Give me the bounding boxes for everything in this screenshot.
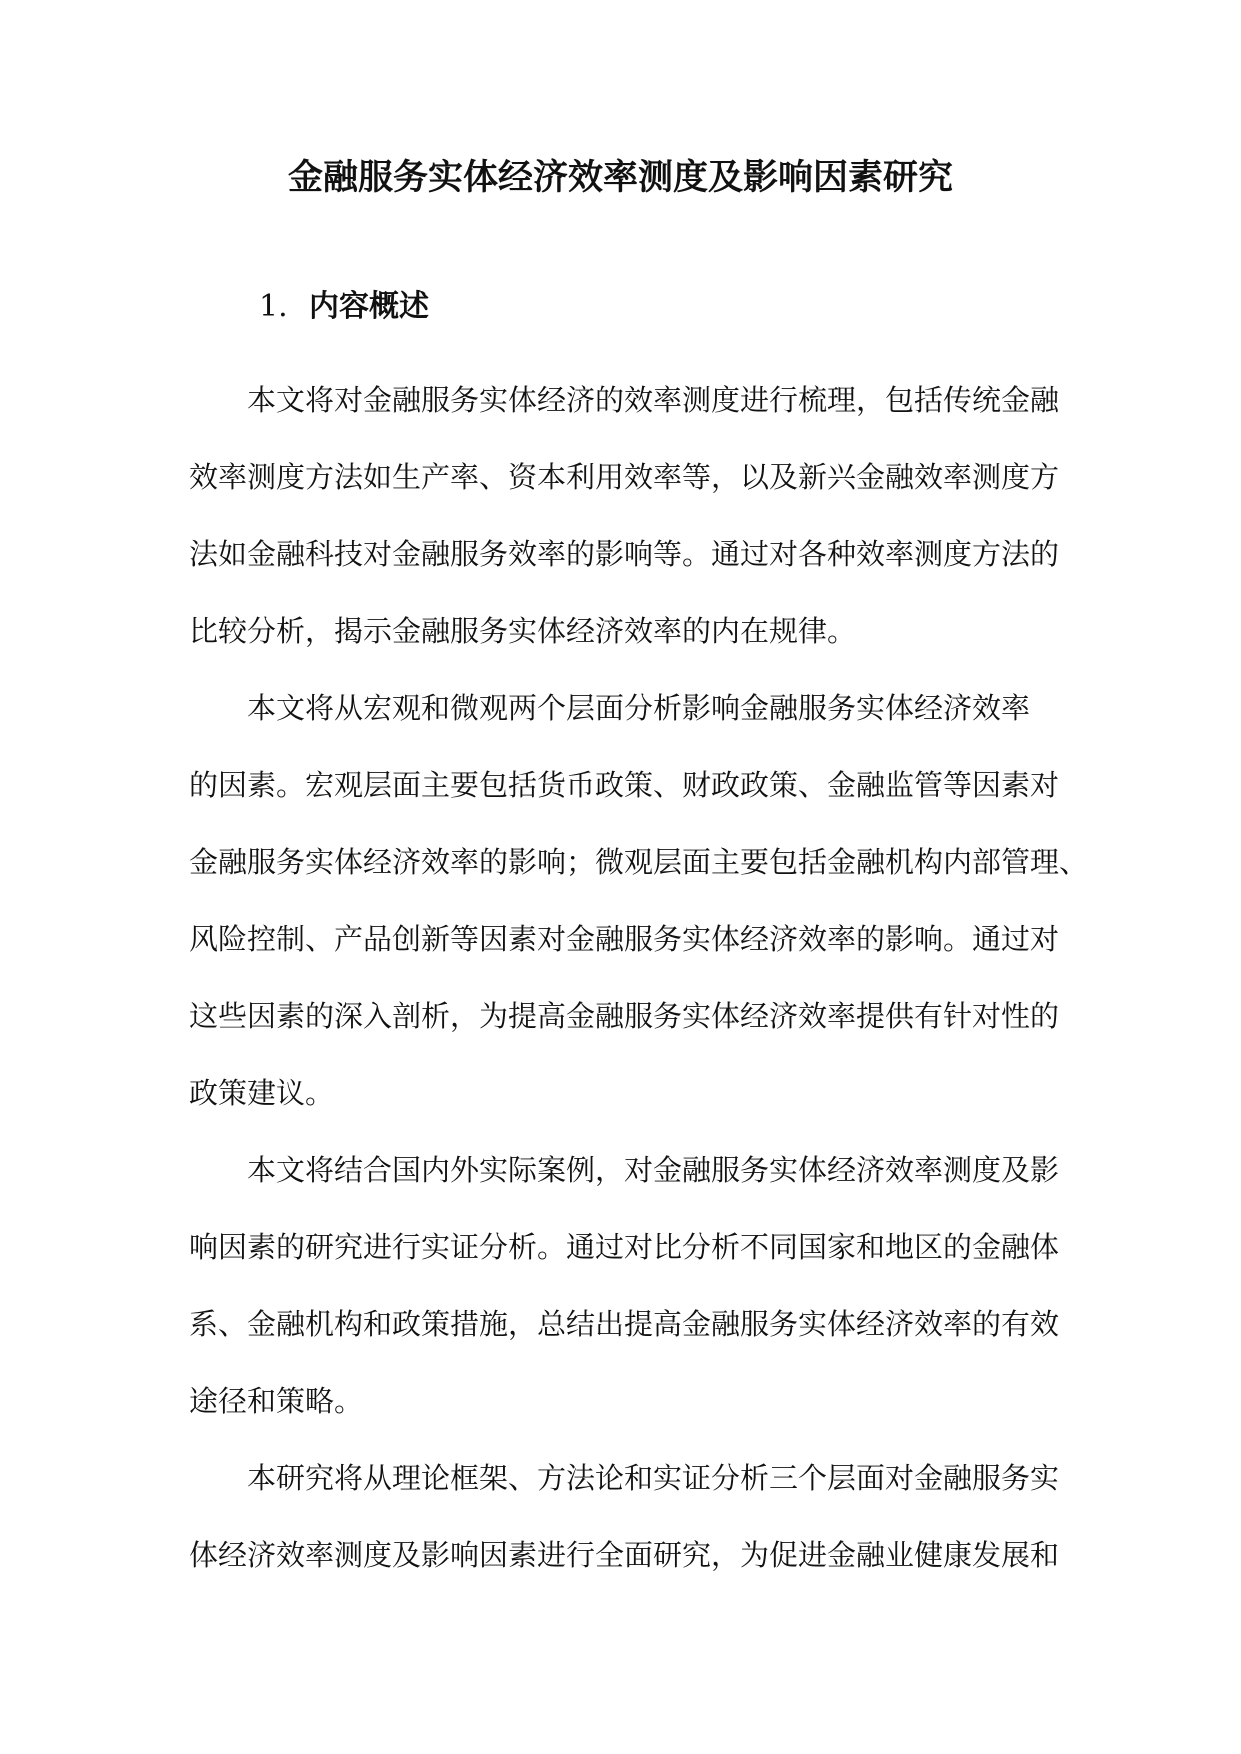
section-heading-text: 内容概述	[309, 289, 429, 324]
paragraph-line: 本文将对金融服务实体经济的效率测度进行梳理，包括传统金融	[247, 383, 1060, 417]
paragraph-line: 比较分析，揭示金融服务实体经济效率的内在规律。	[189, 614, 857, 648]
paragraph	[189, 362, 1059, 670]
paragraph-line: 法如金融科技对金融服务效率的影响等。通过对各种效率测度方法的	[189, 537, 1060, 571]
paragraph-line: 体经济效率测度及影响因素进行全面研究，为促进金融业健康发展和	[189, 1538, 1060, 1572]
section-heading	[259, 280, 429, 334]
paragraph-line: 效率测度方法如生产率、资本利用效率等，以及新兴金融效率测度方	[189, 460, 1060, 494]
body-text	[189, 362, 1089, 1594]
paragraph-line: 途径和策略。	[189, 1384, 364, 1418]
paragraph	[189, 670, 1089, 1132]
paragraph-line: 金融服务实体经济效率的影响；微观层面主要包括金融机构内部管理、	[189, 845, 1089, 879]
paragraph	[189, 1132, 1059, 1440]
paragraph-line: 系、金融机构和政策措施，总结出提高金融服务实体经济效率的有效	[189, 1307, 1060, 1341]
paragraph-line: 的因素。宏观层面主要包括货币政策、财政政策、金融监管等因素对	[189, 768, 1060, 802]
paragraph-line: 这些因素的深入剖析，为提高金融服务实体经济效率提供有针对性的	[189, 999, 1060, 1033]
paragraph	[189, 1440, 1059, 1594]
paragraph-line: 本文将从宏观和微观两个层面分析影响金融服务实体经济效率	[247, 691, 1031, 725]
paragraph-line: 响因素的研究进行实证分析。通过对比分析不同国家和地区的金融体	[189, 1230, 1060, 1264]
paragraph-line: 本研究将从理论框架、方法论和实证分析三个层面对金融服务实	[247, 1461, 1060, 1495]
document-title: 金融服务实体经济效率测度及影响因素研究	[287, 157, 953, 198]
paragraph-line: 本文将结合国内外实际案例，对金融服务实体经济效率测度及影	[247, 1153, 1060, 1187]
paragraph-line: 政策建议。	[189, 1076, 335, 1110]
section-number: 1.	[259, 289, 288, 324]
paragraph-line: 风险控制、产品创新等因素对金融服务实体经济效率的影响。通过对	[189, 922, 1060, 956]
